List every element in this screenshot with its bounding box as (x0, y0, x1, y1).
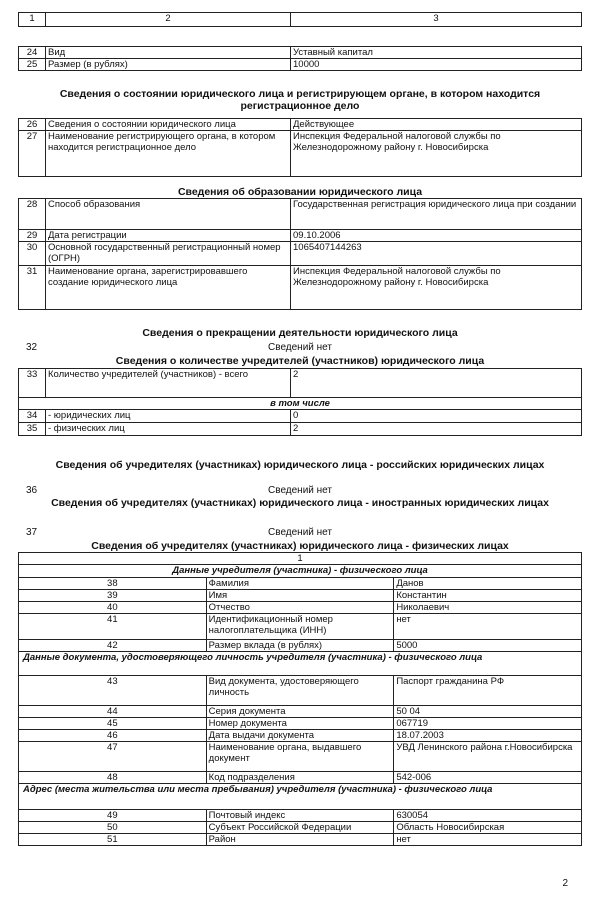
ru-legal-heading: Сведения об учредителях (участниках) юридического лица - российских юридических лицах (55, 459, 545, 471)
column-header (18, 12, 582, 27)
page-number: 2 (562, 878, 568, 889)
natural-table: 1 Данные учредителя (участника) - физического лица 38 Фамилия Данов 39 Имя Константин 40 Отчество Николаевич 41 Идентификационный номер налогоплательщика (ИНН) нет 42 Размер вклада (в рублях) 5000 Данные документа, удостоверяющего личность учредителя (участника) - физического лица 43 Вид документа, удостоверяющего личность Паспорт гражданина РФ 44 Серия документа 50 04 45 Номер документа 067719 46 Дата выдачи документа 18.07.2003 47 Наименование органа, выдавшего документ УВД Ленинского района г.Новосибирска 48 Код подразделения 542-006 Адрес (места жительства или места пребывания) учредителя (участника) - физического лица 49 Почтовый индекс 630054 50 Субъект Российской Федерации Область Новосибирская 51 Район нет (18, 552, 582, 846)
founder-doc-title: Данные документа, удостоверяющего личность учредителя (участника) - физического лица (19, 652, 582, 676)
foreign-heading: Сведения об учредителях (участниках) юридического лица - иностранных юридических лицах (51, 497, 549, 509)
col-3: 3 (291, 13, 582, 27)
formation-table: 28 Способ образования Государственная регистрация юридического лица при создании 29 Дата регистрации 09.10.2006 30 Основной государственный регистрационный номер (ОГРН) 1065407144263 31 Наименование органа, зарегистрировавшего создание юридического лица Инспекция Федеральной налоговой службы по Железнодорожному району г. Новосибирска (18, 198, 582, 310)
col-2: 2 (46, 13, 291, 27)
formation-heading: Сведения об образовании юридического лица (177, 186, 423, 198)
capital-table: 24 Вид Уставный капитал 25 Размер (в рублях) 10000 (18, 46, 582, 71)
status-table: 26 Сведения о состоянии юридического лица Действующее 27 Наименование регистрирующего органа, в котором находится регистрационное дело Инспекция Федеральной налоговой службы по Железнодорожному району г. Новосибирска (18, 118, 582, 177)
founders-count-heading: Сведения о количестве учредителей (участников) юридического лица (115, 355, 485, 367)
ru-legal-none: 36 Сведений нет (26, 485, 332, 496)
termination-none: 32 Сведений нет (26, 342, 332, 353)
termination-heading: Сведения о прекращении деятельности юридического лица (142, 327, 458, 339)
status-heading: Сведения о состоянии юридического лица и регистрирующем органе, в котором находится регистрационное дело (59, 88, 541, 112)
founder-addr-title: Адрес (места жительства или места пребывания) учредителя (участника) - физического лица (19, 784, 582, 810)
foreign-none: 37 Сведений нет (26, 527, 332, 538)
founder-data-title: Данные учредителя (участника) - физического лица (19, 565, 582, 578)
natural-heading: Сведения об учредителях (участниках) юридического лица - физических лицах (91, 540, 509, 552)
founders-count-table: 33 Количество учредителей (участников) - всего 2 в том числе 34 - юридических лиц 0 35 - физических лиц 2 (18, 368, 582, 436)
col-1: 1 (19, 13, 46, 27)
